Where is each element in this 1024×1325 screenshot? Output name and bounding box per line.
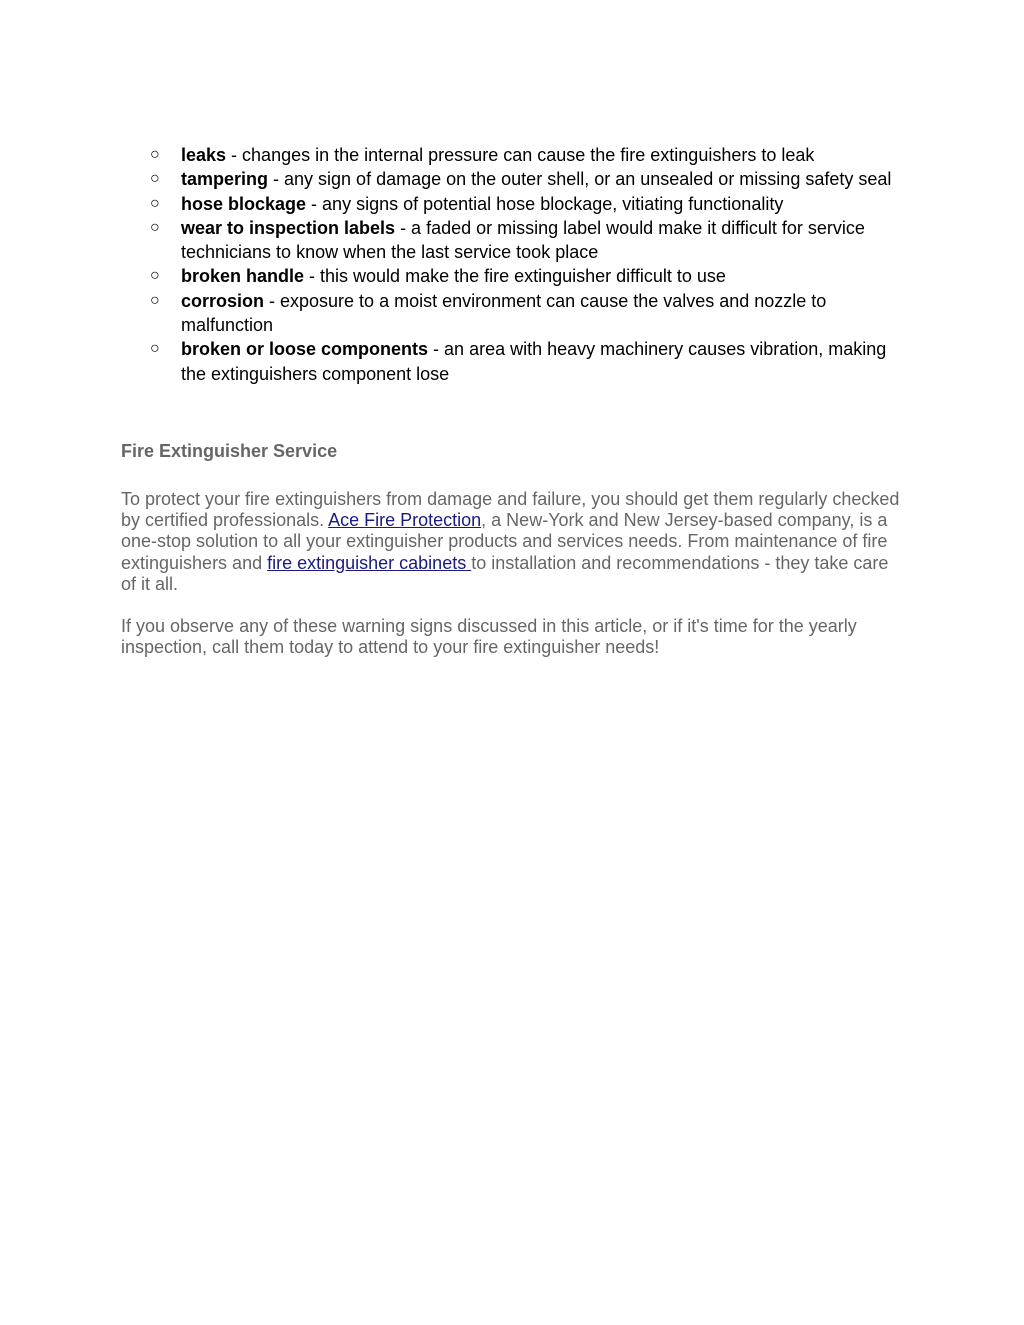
list-item-term: corrosion	[181, 290, 265, 311]
list-item	[150, 167, 910, 191]
circle-bullet-icon: ○	[150, 267, 160, 285]
list-item-text: - this would make the fire extinguisher difficult to use	[304, 266, 726, 287]
paragraph-text: To protect your fire extinguishers from damage and failure, you should get them regularly checked by certified professionals.	[121, 489, 900, 531]
list-item	[150, 216, 910, 265]
list-item	[150, 289, 910, 338]
list-item	[150, 143, 910, 167]
circle-bullet-icon: ○	[150, 170, 160, 188]
service-paragraph	[121, 489, 901, 595]
fire-extinguisher-cabinets-link[interactable]: fire extinguisher cabinets	[267, 552, 472, 573]
closing-paragraph: If you observe any of these warning signs discussed in this article, or if it's time for the yearly inspection, call them today to attend to your fire extinguisher needs!	[121, 616, 857, 658]
list-item-term: wear to inspection labels	[181, 217, 396, 238]
circle-bullet-icon: ○	[150, 146, 160, 163]
list-item-text: - any signs of potential hose blockage, vitiating functionality	[306, 193, 784, 214]
circle-bullet-icon: ○	[150, 291, 160, 309]
circle-bullet-icon: ○	[150, 218, 160, 236]
list-item	[150, 192, 910, 216]
paragraph-text: to installation and recommendations - they take care of it all.	[121, 552, 889, 594]
list-item-text: - any sign of damage on the outer shell, or an unsealed or missing safety seal	[268, 169, 892, 190]
list-item	[150, 337, 910, 386]
list-item-term: tampering	[181, 169, 269, 190]
list-item-term: leaks	[181, 145, 227, 165]
list-item-text: - an area with heavy machinery causes vibration, making the extinguishers component lose	[181, 339, 887, 384]
list-item-text: - changes in the internal pressure can cause the fire extinguishers to leak	[226, 145, 815, 165]
circle-bullet-icon: ○	[150, 340, 160, 358]
list-item-text: - a faded or missing label would make it difficult for service technicians to know when the last service took place	[181, 217, 865, 263]
circle-bullet-icon: ○	[150, 194, 160, 212]
list-item-term: broken or loose components	[181, 339, 429, 360]
list-item-term: hose blockage	[181, 193, 307, 214]
list-item-text: - exposure to a moist environment can cause the valves and nozzle to malfunction	[181, 290, 827, 336]
paragraph-text: , a New-York and New Jersey-based company, is a one-stop solution to all your extinguisher products and services needs. From maintenance of fire extinguishers and	[121, 510, 888, 573]
list-item-term: broken handle	[181, 266, 305, 287]
warning-signs-list	[150, 143, 910, 386]
list-item	[150, 264, 910, 288]
section-heading: Fire Extinguisher Service	[121, 441, 338, 461]
ace-fire-protection-link[interactable]: Ace Fire Protection	[328, 510, 482, 531]
